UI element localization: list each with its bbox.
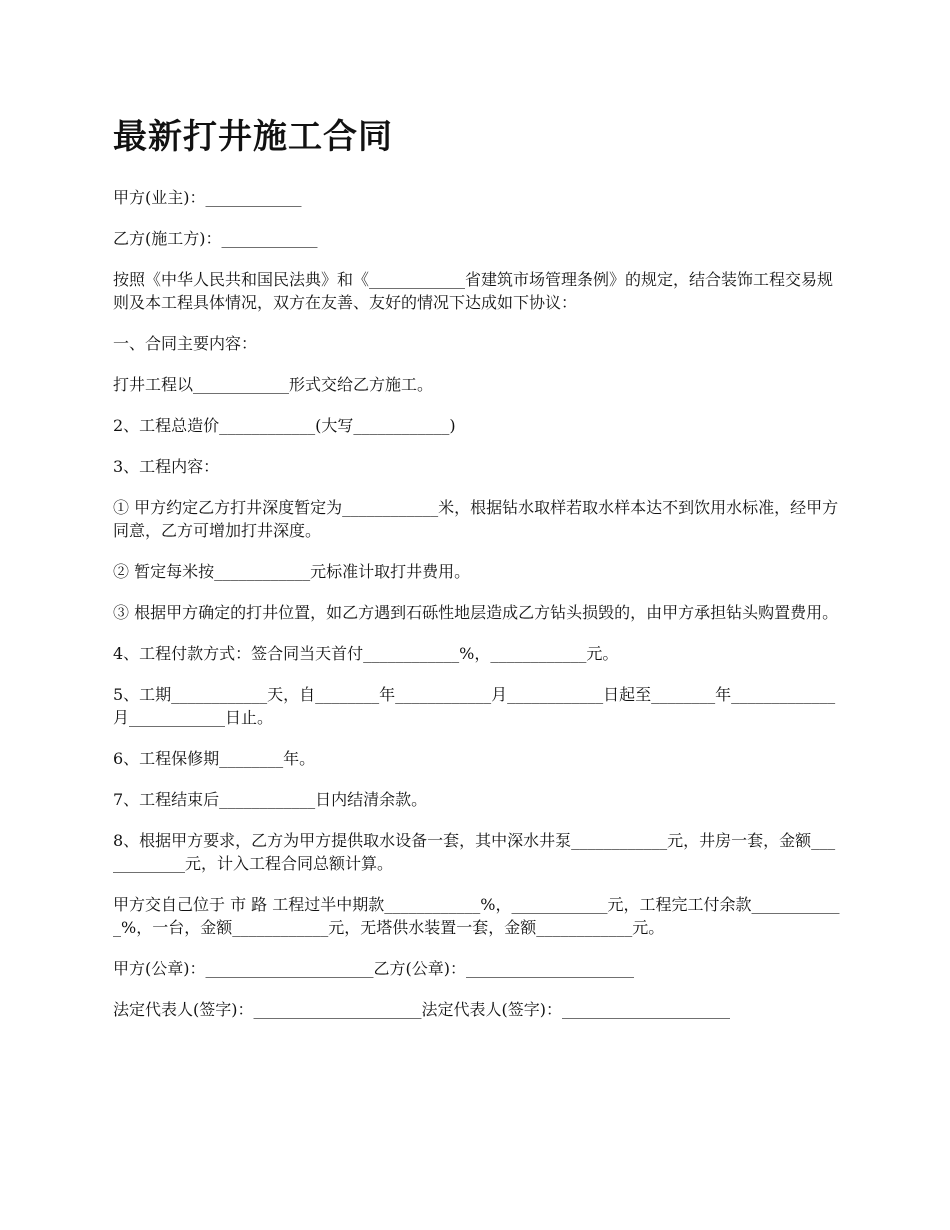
party-a-line: 甲方(业主)：____________ xyxy=(113,188,302,207)
party-b-line: 乙方(施工方)：____________ xyxy=(113,229,318,248)
section-heading-main-content: 一、合同主要内容： xyxy=(113,334,258,353)
clause-drill-bit-cost: ③ 根据甲方确定的打井位置，如乙方遇到石砾性地层造成乙方钻头损毁的，由甲方承担钻头购置费用。 xyxy=(113,603,839,622)
clause-work-content-heading: 3、工程内容： xyxy=(113,457,220,476)
contract-document xyxy=(113,108,843,1039)
document-title: 最新打井施工合同 xyxy=(113,117,393,157)
signature-seal-line: 甲方(公章)：_____________________乙方(公章)：_____________________ xyxy=(113,959,634,978)
clause-total-cost: 2、工程总造价____________(大写____________) xyxy=(113,416,456,435)
clause-payment-method: 4、工程付款方式：签合同当天首付____________%，____________元。 xyxy=(113,644,619,663)
clause-mid-payment: 甲方交自己位于 市 路 工程过半中期款____________%，____________元，工程完工付余款____________%，一台，金额____________元，无塔供水装置一套，金额____________元。 xyxy=(113,895,840,937)
clause-balance-settlement: 7、工程结束后____________日内结清余款。 xyxy=(113,790,428,809)
clause-warranty-period: 6、工程保修期________年。 xyxy=(113,749,316,768)
preamble-paragraph: 按照《中华人民共和国民法典》和《____________省建筑市场管理条例》的规定，结合装饰工程交易规则及本工程具体情况，双方在友善、友好的情况下达成如下协议： xyxy=(113,270,834,312)
clause-construction-period: 5、工期____________天，自________年____________月____________日起至________年_____________月____________日止。 xyxy=(113,685,836,727)
signature-representative-line: 法定代表人(签字)：_____________________法定代表人(签字)：_____________________ xyxy=(113,1000,730,1019)
clause-price-per-meter: ② 暂定每米按____________元标准计取打井费用。 xyxy=(113,562,471,581)
clause-well-depth: ① 甲方约定乙方打井深度暂定为____________米，根据钻水取样若取水样本达不到饮用水标准，经甲方同意，乙方可增加打井深度。 xyxy=(113,498,839,540)
clause-water-equipment: 8、根据甲方要求，乙方为甲方提供取水设备一套，其中深水井泵____________元，井房一套，金额____________元，计入工程合同总额计算。 xyxy=(113,831,836,873)
clause-construction-form: 打井工程以____________形式交给乙方施工。 xyxy=(113,375,434,394)
